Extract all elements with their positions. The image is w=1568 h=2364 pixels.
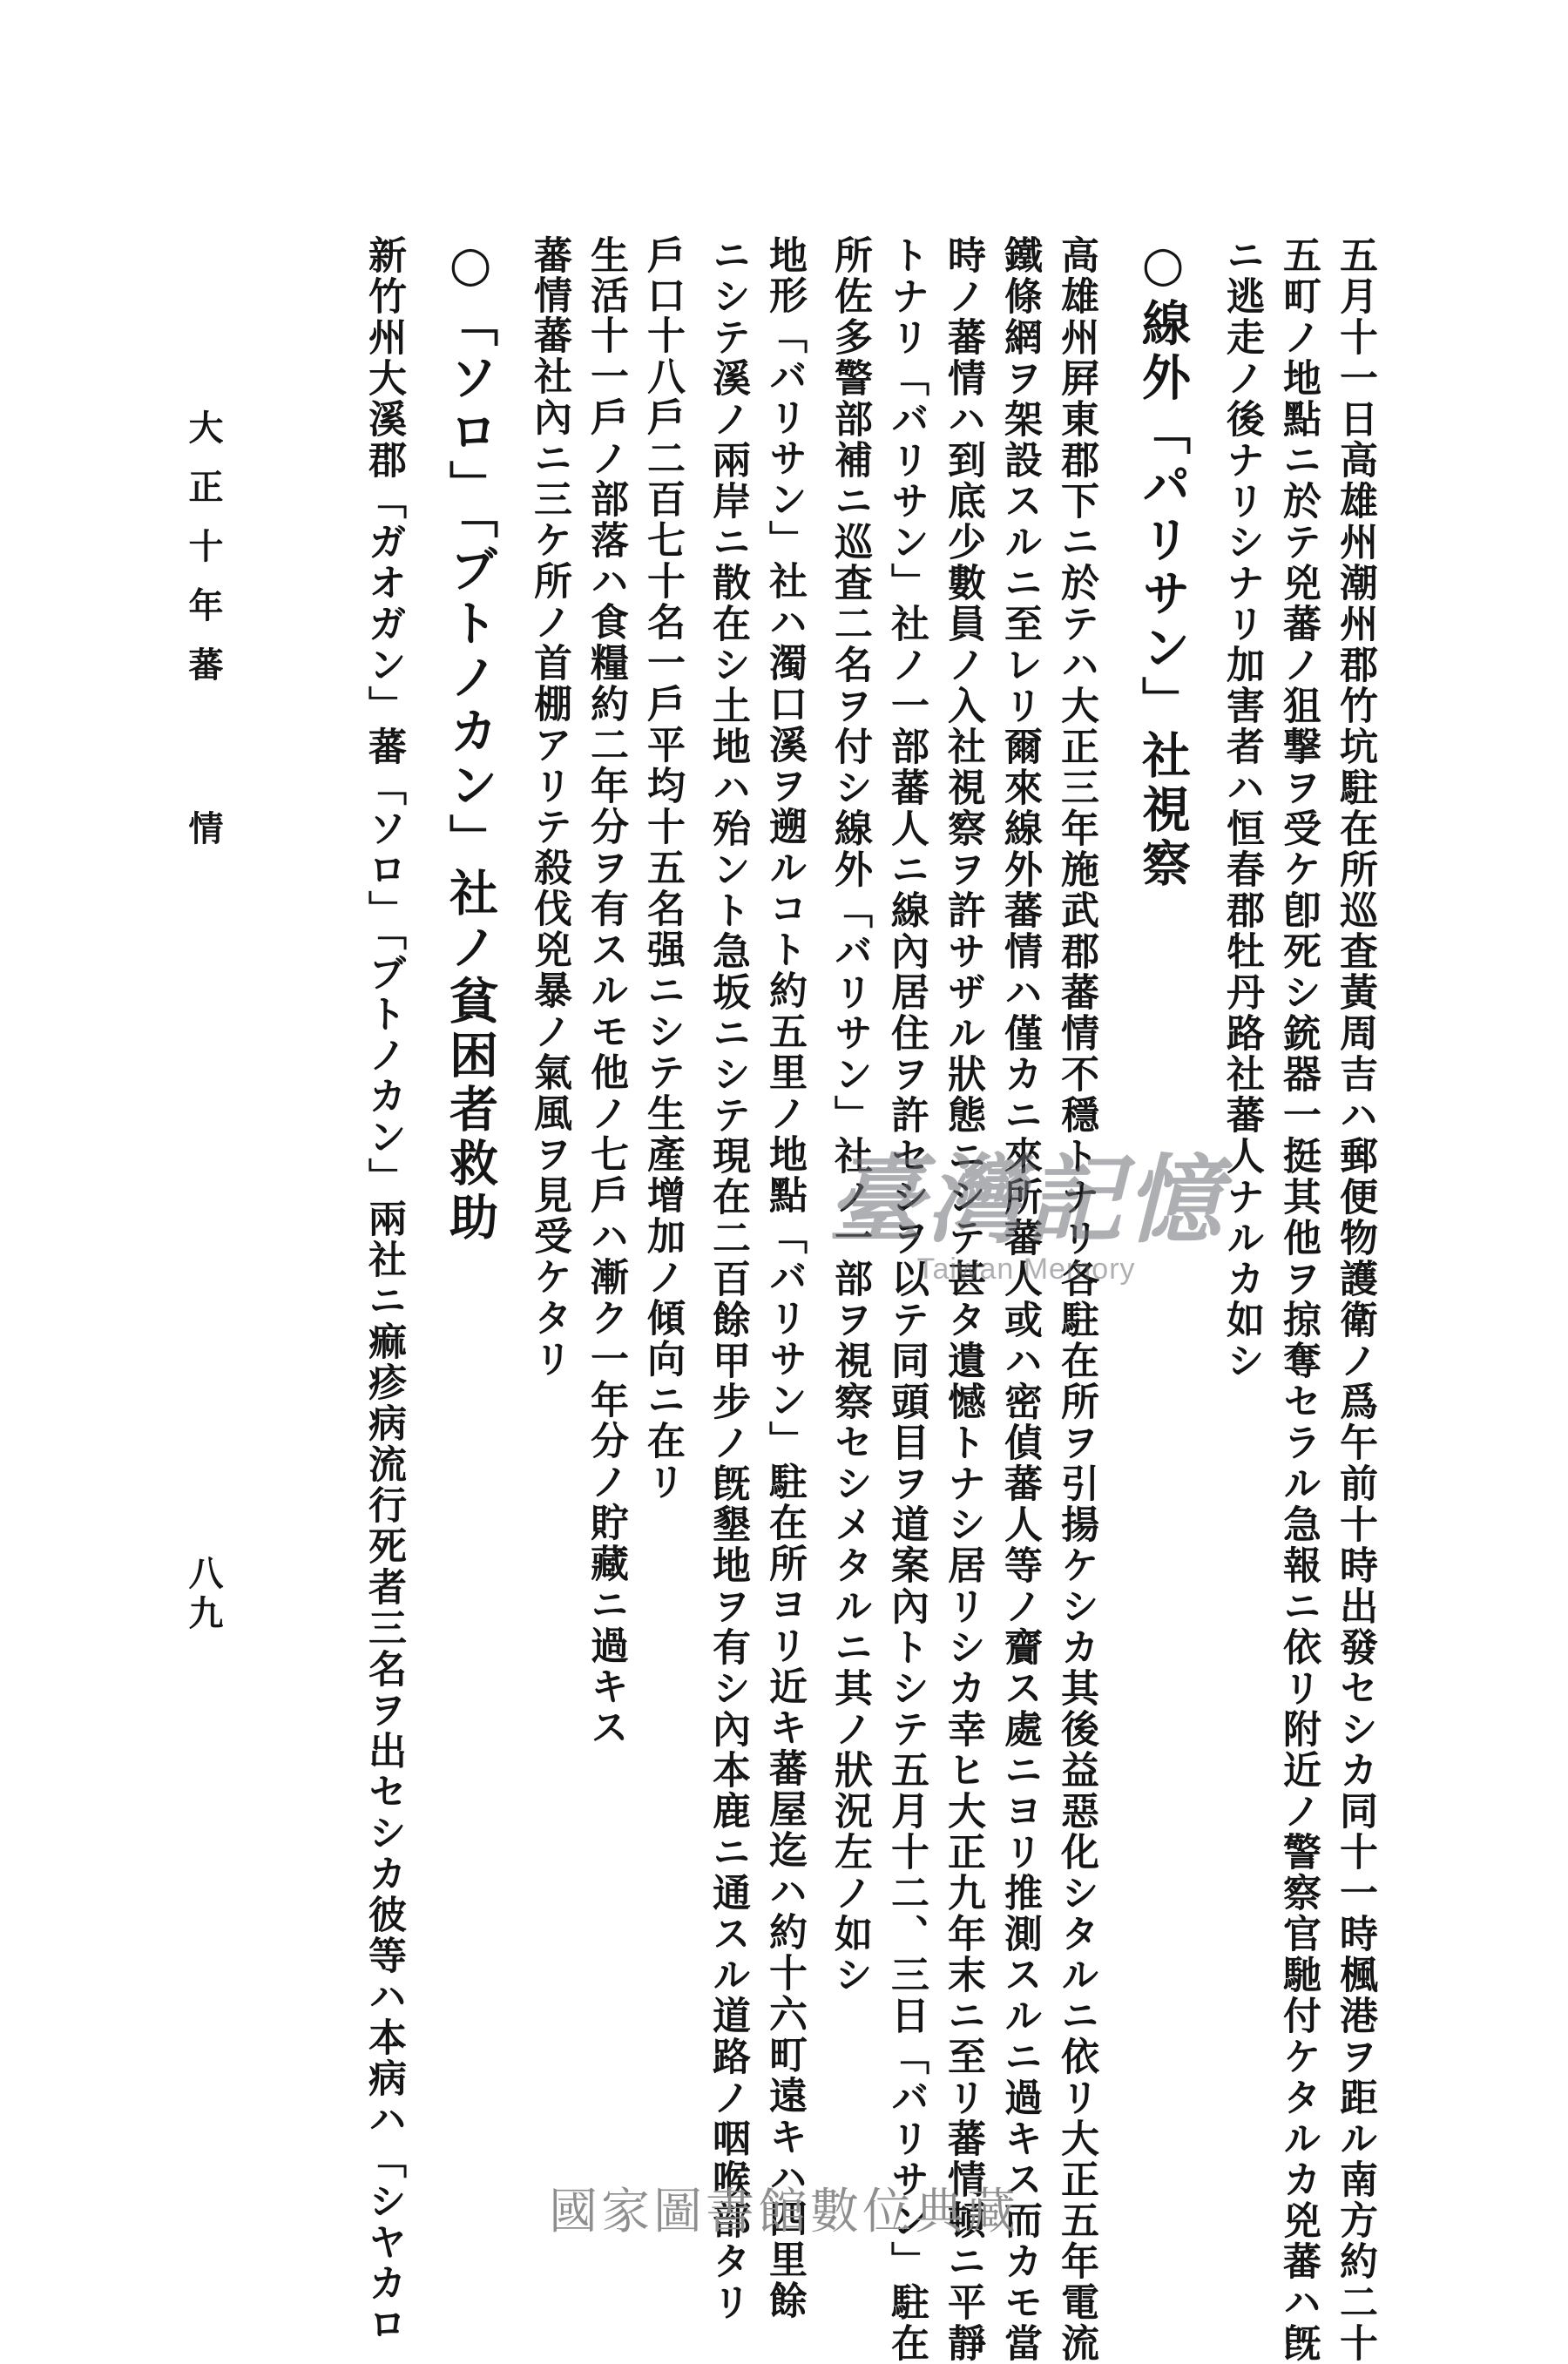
running-head [179, 409, 228, 869]
watermark-en: Taiwan Memory [916, 1253, 1136, 1286]
text-column-livelihood [579, 235, 632, 1748]
text-column-terrain [758, 235, 810, 2321]
column-text: 鐵條網ヲ架設スルニ至レリ爾來線外蕃情ハ僅カニ來所蕃人或ハ密偵蕃人等ノ齎ス處ニヨリ推測スルニ過キス而カモ當 [997, 235, 1042, 2364]
text-column-11 [701, 235, 754, 2323]
text-column-1 [1328, 235, 1381, 2364]
text-column-2 [1272, 235, 1324, 2364]
text-column-6 [993, 235, 1045, 2364]
text-column-households [636, 235, 688, 1503]
column-text: 高雄州屛東郡下ニ於テハ大正三年施武郡蕃情不穩トナリ各駐在所ヲ引揚ケシカ其後益惡化シタルニ依リ大正五年電流 [1054, 235, 1098, 2364]
column-label: 地形 [762, 235, 807, 315]
column-text: 十一戶ノ部落ハ食糧約二年分ヲ有スルモ他ノ七戶ハ漸ク一年分ノ貯藏ニ過キス [584, 315, 628, 1748]
column-text: 十八戶二百七十名一戶平均十五名强ニシテ生產增加ノ傾向ニ在リ [640, 315, 685, 1503]
library-footer-mark: 國家圖書館數位典藏 [549, 2184, 1019, 2240]
column-text: 新竹州大溪郡「ガオガン」蕃「ソロ」「ブトノカン」兩社ニ痲疹病流行死者三名ヲ出セシカ彼等ハ本病ハ「シヤカロ [362, 235, 406, 2345]
column-text: 五町ノ地點ニ於テ兇蕃ノ狙撃ヲ受ケ卽死シ銃器一挺其他ヲ掠奪セラル急報ニ依リ附近ノ警察官馳付ケタルカ兇蕃ハ旣 [1276, 235, 1321, 2364]
running-head-left: 大正十年蕃 [183, 409, 224, 706]
watermark-cjk: 臺灣記憶 [828, 1144, 1225, 1256]
column-text: 「バリサン」社ハ濁口溪ヲ遡ルコト約五里ノ地點「バリサン」駐在所ヨリ近キ蕃屋迄ハ約十六町遠キハ四里餘 [762, 315, 807, 2321]
column-text: 所佐多警部補ニ巡査二名ヲ付シ線外「バリサン」社ノ一部ヲ視察セシメタルニ其ノ狀況左ノ如シ [828, 235, 872, 1996]
column-label: 戶口 [640, 235, 685, 315]
page-number: 八九 [183, 1555, 224, 1635]
column-text: ニシテ溪ノ兩岸ニ散在シ土地ハ殆ント急坂ニシテ現在二百餘甲步ノ旣墾地ヲ有シ內本鹿ニ通スル道路ノ咽喉部タリ [706, 235, 750, 2323]
column-text: 蕃社內ニ三ケ所ノ首棚アリテ殺伐兇暴ノ氣風ヲ見受ケタリ [527, 315, 571, 1380]
column-text: ○線外「パリサン」社視察 [1134, 235, 1192, 892]
text-column-conditions [523, 235, 575, 1380]
taiwan-memory-watermark [828, 1124, 1225, 1287]
section-heading-parisan [1132, 235, 1193, 892]
column-text: ○「ソロ」「ブトノカン」社ノ貧困者救助 [442, 235, 499, 1246]
column-label: 生活 [584, 235, 628, 315]
column-text: 時ノ蕃情ハ到底少數員ノ入社視察ヲ許サザル狀態ニシテ甚タ遺憾トナシ居リシカ幸ヒ大正九年末ニ至リ蕃情頓ニ平靜 [941, 235, 985, 2364]
text-column-5 [1050, 235, 1102, 2364]
text-column-16 [357, 235, 409, 2345]
text-column-8 [880, 235, 932, 2364]
text-column-7 [936, 235, 989, 2364]
column-text: ニ逃走ノ後ナリシナリ加害者ハ恒春郡牡丹路社蕃人ナルカ如シ [1220, 235, 1264, 1381]
section-heading-relief [440, 235, 501, 1246]
column-text: 五月十一日高雄州潮州郡竹坑駐在所巡査黃周吉ハ郵便物護衛ノ爲午前十時出發セシカ同十一時楓港ヲ距ル南方約二十 [1333, 235, 1377, 2364]
text-column-9 [823, 235, 875, 1996]
column-label: 蕃情 [527, 235, 571, 315]
running-head-right: 情 [183, 810, 224, 869]
column-text: トナリ「バリサン」社ノ一部蕃人ニ線內居住ヲ許セシヲ以テ同頭目ヲ道案內トシテ五月十二、三日「バリサン」駐在 [884, 235, 929, 2364]
